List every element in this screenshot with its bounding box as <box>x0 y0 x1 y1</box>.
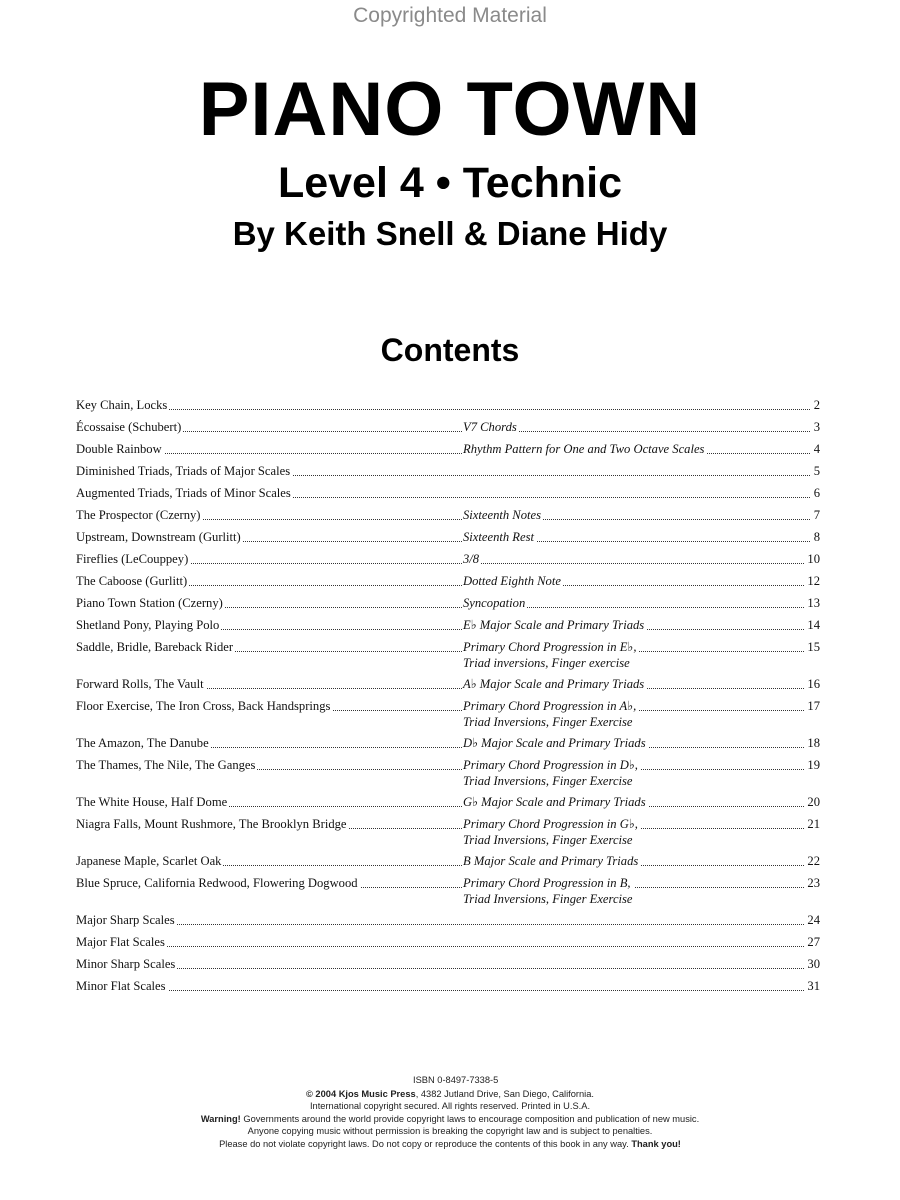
toc-entry-page: 20 <box>804 794 820 810</box>
toc-entry-page: 23 <box>804 875 820 891</box>
contents-heading: Contents <box>380 332 520 368</box>
toc-entry-page: 8 <box>811 529 820 545</box>
toc-entry-page: 4 <box>811 441 820 457</box>
toc-entry-page: 5 <box>811 463 820 479</box>
toc-entry-topic <box>463 875 635 907</box>
toc-entry-topic-line: Triad Inversions, Finger Exercise <box>463 774 633 788</box>
toc-entry-page: 17 <box>804 698 820 714</box>
toc-entry-page: 14 <box>804 617 820 633</box>
toc-entry-topic <box>463 698 638 730</box>
toc-entry-topic <box>463 794 648 810</box>
toc-entry <box>76 875 820 912</box>
toc-entry-title: Blue Spruce, California Redwood, Flowering Dogwood <box>76 876 358 890</box>
toc-entry-topic-line: Triad Inversions, Finger Exercise <box>463 892 633 906</box>
toc-entry-page: 6 <box>811 485 820 501</box>
toc-entry <box>76 551 820 573</box>
toc-entry-title: Upstream, Downstream (Gurlitt) <box>76 530 241 544</box>
toc-entry-title: Fireflies (LeCouppey) <box>76 552 189 566</box>
copyright-footer <box>130 1088 770 1150</box>
toc-entry-topic <box>463 441 706 457</box>
toc-entry-title: The Caboose (Gurlitt) <box>76 574 188 588</box>
toc-entry-page: 18 <box>804 735 820 751</box>
toc-entry-title: Key Chain, Locks <box>76 398 168 412</box>
toc-entry-title: The Prospector (Czerny) <box>76 508 201 522</box>
toc-entry-topic-line: Syncopation <box>463 596 526 610</box>
toc-entry <box>76 956 820 978</box>
dot-leader <box>76 946 820 947</box>
toc-entry-topic <box>463 595 527 611</box>
toc-entry-title: Minor Sharp Scales <box>76 957 176 971</box>
table-of-contents <box>76 397 820 1000</box>
warning-line-2: Anyone copying music without permission is breaking the copyright law and is subject to penalties. <box>247 1126 653 1137</box>
toc-entry-topic-line: V7 Chords <box>463 420 517 434</box>
book-authors: By Keith Snell & Diane Hidy <box>232 215 668 252</box>
book-subtitle: Level 4 • Technic <box>277 159 623 207</box>
toc-entry-topic-line: Primary Chord Progression in G♭, <box>463 817 638 831</box>
toc-entry <box>76 617 820 639</box>
toc-entry-title: Major Sharp Scales <box>76 913 175 927</box>
dot-leader <box>76 990 820 991</box>
toc-entry-title: Niagra Falls, Mount Rushmore, The Brooklyn Bridge <box>76 817 347 831</box>
toc-entry-title: Piano Town Station (Czerny) <box>76 596 223 610</box>
toc-entry <box>76 757 820 794</box>
toc-entry <box>76 485 820 507</box>
toc-entry-page: 21 <box>804 816 820 832</box>
toc-entry-topic <box>463 816 640 848</box>
toc-entry-topic <box>463 573 563 589</box>
toc-entry-topic-line: 3/8 <box>463 552 480 566</box>
toc-entry-topic-line: E♭ Major Scale and Primary Triads <box>463 618 645 632</box>
toc-entry <box>76 529 820 551</box>
book-title: PIANO TOWN <box>198 67 702 152</box>
toc-entry-topic <box>463 757 640 789</box>
toc-entry-topic-line: B Major Scale and Primary Triads <box>463 854 639 868</box>
toc-entry-topic-line: D♭ Major Scale and Primary Triads <box>463 736 646 750</box>
warning-line: Warning! Governments around the world provide copyright laws to encourage composition and publication of new music. <box>200 1113 700 1124</box>
toc-entry-title: Shetland Pony, Playing Polo <box>76 618 220 632</box>
toc-entry <box>76 441 820 463</box>
toc-entry-topic-line: Rhythm Pattern for One and Two Octave Scales <box>463 442 705 456</box>
toc-entry-title: Écossaise (Schubert) <box>76 420 182 434</box>
toc-entry-topic <box>463 507 543 523</box>
toc-entry-title: The Thames, The Nile, The Ganges <box>76 758 256 772</box>
toc-entry-topic-line: Primary Chord Progression in B, <box>463 876 631 890</box>
toc-entry <box>76 676 820 698</box>
toc-entry-topic <box>463 617 646 633</box>
toc-entry-topic-line: Primary Chord Progression in A♭, <box>463 699 637 713</box>
toc-entry-title: Minor Flat Scales <box>76 979 166 993</box>
toc-entry <box>76 816 820 853</box>
toc-entry <box>76 698 820 735</box>
toc-entry <box>76 639 820 676</box>
toc-entry-page: 10 <box>804 551 820 567</box>
warning-line-3: Please do not violate copyright laws. Do not copy or reproduce the contents of this book in any way. Thank you! <box>219 1138 681 1149</box>
toc-entry-page: 16 <box>804 676 820 692</box>
toc-entry-topic-line: Triad Inversions, Finger Exercise <box>463 715 633 729</box>
toc-entry-page: 3 <box>811 419 820 435</box>
toc-entry-topic-line: Sixteenth Rest <box>463 530 534 544</box>
toc-entry-page: 22 <box>804 853 820 869</box>
toc-entry <box>76 507 820 529</box>
toc-entry <box>76 978 820 1000</box>
toc-entry-title: Major Flat Scales <box>76 935 165 949</box>
rights-line: International copyright secured. All rights reserved. Printed in U.S.A. <box>309 1101 591 1112</box>
toc-entry-page: 19 <box>804 757 820 773</box>
toc-entry-title: The White House, Half Dome <box>76 795 228 809</box>
toc-entry <box>76 794 820 816</box>
isbn: ISBN 0-8497-7338-5 <box>413 1075 499 1085</box>
toc-entry-title: Diminished Triads, Triads of Major Scales <box>76 464 291 478</box>
toc-entry-title: Saddle, Bridle, Bareback Rider <box>76 640 234 654</box>
toc-entry-title: Floor Exercise, The Iron Cross, Back Handsprings <box>76 699 331 713</box>
toc-entry-page: 31 <box>804 978 820 994</box>
toc-entry-topic-line: Primary Chord Progression in E♭, <box>463 640 637 654</box>
toc-entry-page: 7 <box>811 507 820 523</box>
toc-entry-page: 27 <box>804 934 820 950</box>
watermark: Copyrighted Material <box>353 4 547 27</box>
dot-leader <box>76 409 820 410</box>
toc-entry-topic-line: Triad Inversions, Finger Exercise <box>463 833 633 847</box>
toc-entry-title: Augmented Triads, Triads of Minor Scales <box>76 486 291 500</box>
toc-entry-title: Japanese Maple, Scarlet Oak <box>76 854 222 868</box>
dot-leader <box>76 924 820 925</box>
toc-entry-topic <box>463 419 519 435</box>
dot-leader <box>76 453 820 454</box>
toc-entry-topic-line: G♭ Major Scale and Primary Triads <box>463 795 646 809</box>
toc-entry-title: Double Rainbow <box>76 442 162 456</box>
toc-entry <box>76 463 820 485</box>
toc-entry-topic-line: Primary Chord Progression in D♭, <box>463 758 638 772</box>
copyright-line: © 2004 Kjos Music Press, 4382 Jutland Drive, San Diego, California. <box>306 1089 594 1099</box>
toc-entry-page: 15 <box>804 639 820 655</box>
toc-entry-page: 30 <box>804 956 820 972</box>
toc-entry-page: 24 <box>804 912 820 928</box>
toc-entry <box>76 573 820 595</box>
toc-entry-topic <box>463 639 639 671</box>
toc-entry <box>76 595 820 617</box>
toc-entry-topic-line: Triad inversions, Finger exercise <box>463 656 630 670</box>
dot-leader <box>76 968 820 969</box>
toc-entry-topic-line: Dotted Eighth Note <box>463 574 561 588</box>
toc-entry <box>76 934 820 956</box>
toc-entry <box>76 419 820 441</box>
toc-entry-topic <box>463 853 640 869</box>
toc-entry-page: 12 <box>804 573 820 589</box>
toc-entry-topic <box>463 735 648 751</box>
toc-entry-topic-line: A♭ Major Scale and Primary Triads <box>463 677 645 691</box>
toc-entry <box>76 397 820 419</box>
toc-entry-title: The Amazon, The Danube <box>76 736 209 750</box>
toc-entry-page: 13 <box>804 595 820 611</box>
toc-entry-topic <box>463 529 536 545</box>
toc-entry-topic <box>463 676 646 692</box>
toc-entry-page: 2 <box>811 397 820 413</box>
toc-entry-title: Forward Rolls, The Vault <box>76 677 204 691</box>
toc-entry-topic <box>463 551 481 567</box>
toc-entry <box>76 735 820 757</box>
toc-entry-topic-line: Sixteenth Notes <box>463 508 541 522</box>
toc-entry <box>76 853 820 875</box>
toc-entry <box>76 912 820 934</box>
dot-leader <box>76 431 820 432</box>
